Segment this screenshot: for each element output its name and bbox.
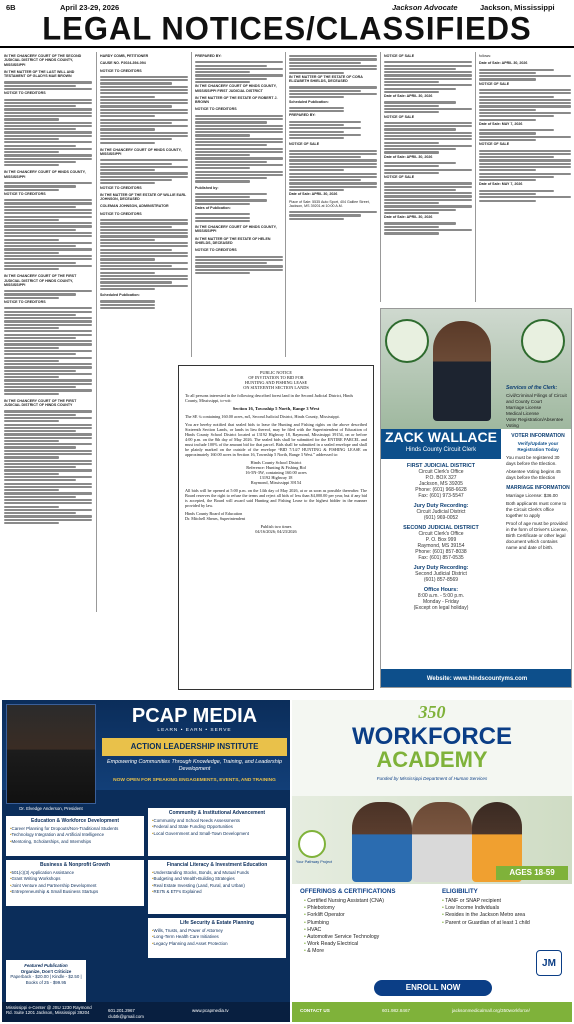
marriage-line: Proof of age must be provided in the form of Driver's License, Birth Certificate or other legal document which contains name and date of birth.: [506, 521, 568, 550]
workforce-academy-ad: [292, 700, 572, 1022]
notice-address: Raymond, Mississippi 39154: [250, 480, 302, 485]
office-fax: Fax: (601) 973-5547: [418, 493, 464, 499]
offering-item: • Plumbing: [304, 920, 384, 927]
notice-heading: IN THE CHANCERY COURT OF HINDS COUNTY, MISSISSIPPI: [100, 147, 182, 156]
eligibility-item: • Low Income Individuals: [442, 905, 530, 912]
offering-item: • Automotive Service Technology: [304, 934, 384, 941]
notice-heading: IN THE CHANCERY COURT OF THE FIRST JUDICIAL DISTRICT OF HINDS COUNTY: [4, 398, 77, 408]
office-line: Raymond, MS 39154: [417, 543, 465, 549]
notice-heading: NOTICE TO CREDITORS: [195, 107, 237, 112]
box-item: • Real Estate Investing (Land, Rural, and Urban): [152, 883, 282, 889]
box-item: • Technology Integration and Artificial Intelligence: [10, 832, 140, 838]
notice-heading: NOTICE OF SALE: [384, 114, 415, 119]
voter-line: Absentee Voting begins 45 days before the Election: [506, 469, 561, 480]
wf-photo-band: [292, 796, 572, 884]
notice-heading: NOTICE OF SALE: [384, 175, 415, 180]
service-item: Civil/Criminal Filings of Circuit and County Court: [506, 393, 567, 404]
notice-title: PUBLIC NOTICE: [259, 370, 293, 375]
office-line: P. O. Box 999: [425, 537, 457, 543]
trainee-photo: [412, 802, 472, 882]
clerk-portrait: [433, 321, 491, 421]
box-item: • Understanding Stocks, Bonds, and Mutual Funds: [152, 870, 282, 876]
box-item: • Entrepreneurship & Small Business Startups: [10, 889, 140, 895]
feat-prices: Paperback - $20.00 | Kindle - $2.50 | Books of 25 - $99.95: [10, 974, 82, 985]
wf-website[interactable]: jacksonmedicalmall.org/350workforce/: [452, 1008, 530, 1013]
clerk-website[interactable]: Website: www.hindscountyms.com: [381, 669, 572, 688]
clerk-name: ZACK WALLACE: [385, 429, 497, 445]
notice-heading: IN THE CHANCERY COURT OF THE SECOND JUDICIAL DISTRICT OF HINDS COUNTY, MISSISSIPPI: [4, 54, 82, 67]
service-item: Marriage License: [506, 405, 542, 410]
notice-body: You are hereby notified that sealed bids to lease the Hunting and Fishing rights on the above described Sixteenth Section Lands, or lands in lieu thereof, may be filed with the Superintendent of Education of Hinds County School District located at 13192 Highway 18, Raymond, Mississippi 39154, on or before 4:00 p.m. on the 8th day of May 2026. The sealed bids shall be submitted for the ENTIRE PARCEL and must include 100% of the amount bid for that parcel. Bids shall be submitted in a sealed envelope and shall be plainly marked on the outside of the envelope “BID 7/14/7 HUNTING & FISHING LEASE on approximately 160.00 acres in Section 16, Township 5 North, Range 3 West.” addressed to:: [185, 422, 367, 457]
notice-heading: IN THE CHANCERY COURT OF THE FIRST JUDICIAL DISTRICT OF HINDS COUNTY, MISSISSIPPI: [4, 274, 77, 287]
notice-heading: Dates of Publication:: [195, 205, 231, 210]
service-box: [148, 860, 286, 914]
pcap-address: Mississippi e-Center @ JSU 1230 Raymond Rd. Suite 1201 Jackson, Mississippi 39204: [6, 1005, 92, 1015]
pcap-tagline: LEARN • EARN • SERVE: [157, 728, 232, 733]
sale-date: Date of Sale: APRIL 30, 2026: [384, 154, 433, 159]
eligibility-item: • Resides in the Jackson Metro area: [442, 912, 530, 919]
sale-date: Date of Sale: APRIL 30, 2026: [479, 61, 528, 66]
offerings-list: [304, 898, 384, 956]
paper-city: Jackson, Mississippi: [480, 3, 555, 12]
notice-address: 13192 Highway 18: [259, 475, 293, 480]
box-item: • Community and School Needs Assessments: [152, 818, 282, 824]
notice-intro: To all persons interested in the following described forest land in the Second Judicial District, Hinds County, Mississippi, to-wit:: [185, 393, 354, 403]
offering-item: • Forklift Operator: [304, 912, 384, 919]
notice-parcel: The SE ¼ containing 160.00 acres, m/l, Second Judicial District, Hinds County, Mississippi.: [185, 414, 340, 419]
service-box: [148, 808, 286, 856]
wf-350: 350: [418, 702, 446, 722]
district-title: FIRST JUDICIAL DISTRICT: [406, 463, 476, 469]
offering-item: • HVAC: [304, 927, 384, 934]
notice-heading: NOTICE TO CREDITORS: [4, 91, 46, 96]
county-seal-icon: [521, 319, 565, 363]
legal-column-3: [195, 54, 283, 359]
notice-heading: NOTICE TO CREDITORS: [100, 68, 142, 73]
notice-publish-dates: 04/16/2026; 04/23/2026: [255, 529, 297, 534]
jury-phone: (601) 969-0052: [423, 515, 459, 521]
sale-date: Date of Sale: APRIL 30, 2026: [289, 192, 338, 197]
jury-phone: (601) 857-8569: [423, 577, 459, 583]
notice-address: Hinds County School District: [250, 460, 302, 465]
notice-heading: IN THE CHANCERY COURT OF HINDS COUNTY, MISSISSIPPI: [195, 225, 277, 234]
notice-heading: IN THE MATTER OF THE LAST WILL AND TESTAMENT OF GLADYS MAE BROWN: [4, 69, 75, 79]
marriage-line: Marriage License: $36.00: [506, 493, 558, 498]
office-line: Circuit Clerk's Office: [418, 531, 464, 537]
notice-heading: IN THE MATTER OF THE ESTATE OF ROBERT J. BROWN: [195, 95, 278, 105]
offering-item: • Phlebotomy: [304, 905, 384, 912]
notice-heading: NOTICE TO CREDITORS: [4, 191, 46, 196]
wf-title-academy: ACADEMY: [376, 747, 488, 772]
box-item: • REITs & ETFs Explained: [152, 889, 282, 895]
jury-line: Circuit Judicial District: [416, 509, 466, 515]
sale-date: Date of Sale: APRIL 30, 2026: [384, 215, 433, 220]
enroll-now-button[interactable]: ENROLL NOW: [374, 980, 492, 996]
sale-date: Date of Sale: APRIL 30, 2026: [384, 94, 433, 99]
wf-phone[interactable]: 601.982.8467: [382, 1008, 411, 1013]
pcap-media-ad: [2, 700, 290, 1022]
ypp-label: Your Pathway Project: [295, 860, 333, 864]
eligibility-item: • Parent or Guardian of at least 1 child: [442, 920, 530, 927]
notice-address: 16-5N-3W, containing 160.00 acres: [245, 470, 307, 475]
box-item: • Local Government and Small-Town Development: [152, 831, 282, 837]
office-phone: Phone: (601) 857-8038: [415, 549, 467, 555]
legal-column-6: [479, 54, 571, 304]
featured-publication: [6, 960, 86, 1002]
legal-column-5: [384, 54, 472, 304]
marriage-line: Both applicants must come to the Circuit Clerk's office together to apply: [506, 501, 567, 518]
jury-title: Jury Duty Recording:: [413, 565, 469, 571]
wf-banner: [292, 700, 572, 796]
offering-item: • & More: [304, 948, 384, 955]
box-item: • Legacy Planning and Asset Protection: [152, 941, 282, 947]
clerk-services: [503, 383, 572, 665]
notice-heading: NOTICE TO CREDITORS: [100, 185, 142, 190]
sale-date: Date of Sale: MAY 7, 2026: [479, 121, 523, 126]
office-fax: Fax: (601) 857-0535: [418, 555, 464, 561]
box-item: • Long-Term Health Care Initiatives: [152, 934, 282, 940]
notice-heading: IN THE MATTER OF THE ESTATE OF WILLIE EARL JOHNSON, DECEASED: [100, 192, 187, 202]
legal-column-4: [289, 54, 377, 359]
clerk-name-banner: [381, 429, 501, 459]
wf-funded-by: Funded by Mississippi Department of Human Services: [376, 776, 488, 781]
notice-heading: NOTICE OF SALE: [384, 54, 415, 58]
box-item: • Budgeting and Wealth-Building Strategies: [152, 876, 282, 882]
notice-publish: Publish two times: [260, 524, 292, 529]
clerk-role: Hinds County Circuit Clerk: [405, 447, 477, 453]
hours-line: 8:00 a.m. - 5:00 p.m.: [417, 593, 465, 599]
notice-bid-terms: All bids will be opened at 5:00 p.m. on the 14th day of May 2026, at or as soon as possible thereafter. The Board reserves the right to refuse the terms and reject all bids of less than $4,000.00 per year, but if any bid is accepted, the Board will award said Hunting and Fishing Lease to the highest bidder in the manner provided by law.: [185, 488, 367, 508]
office-line: Jackson, MS 39205: [419, 481, 463, 487]
legal-column-1: [4, 54, 92, 694]
notice-heading: NOTICE TO CREDITORS: [4, 300, 46, 304]
box-item: • Wills, Trusts, and Power of Attorney: [152, 928, 282, 934]
notice-heading: NOTICE TO CREDITORS: [195, 248, 237, 253]
services-title: Services of the Clerk:: [506, 385, 558, 391]
sale-place: Place of Sale: 5535 Auto Sport, 404 Galilee Street, Jackson, MS 39201 at 10:00 A.M.: [289, 199, 370, 208]
notice-heading: IN THE MATTER OF THE ESTATE OF CORA ELIZABETH SHIELDS, DECEASED: [289, 74, 363, 84]
notice-heading: NOTICE OF SALE: [479, 142, 510, 147]
box-item: • Mentoring, Scholarships, and Internships: [10, 839, 140, 845]
offering-item: • Work Ready Electrical: [304, 941, 384, 948]
ypp-logo-icon: [298, 830, 326, 858]
notice-heading: IN THE CHANCERY COURT OF HINDS COUNTY, MISSISSIPPI FIRST JUDICIAL DISTRICT: [195, 84, 277, 93]
hours-line: (Except on legal holiday): [413, 605, 469, 611]
box-title: Community & Institutional Advancement: [168, 810, 266, 816]
paper-name: Jackson Advocate: [392, 3, 458, 12]
hours-line: Monday - Friday: [422, 599, 460, 605]
notice-heading: COLEMAN JOHNSON, ADMINISTRATOR: [100, 204, 169, 209]
service-box: [148, 918, 286, 958]
pcap-email[interactable]: clubtk@gmail.com: [108, 1014, 144, 1019]
box-title: Financial Literacy & Investment Education: [166, 862, 268, 868]
voter-subtitle: Verify/Update your Registration Today: [517, 441, 559, 452]
notice-heading: NOTICE OF SALE: [479, 81, 510, 86]
notice-heading: Scheduled Publication:: [289, 99, 329, 104]
jm-logo-icon: JM: [536, 950, 562, 976]
pcap-title: PCAP MEDIA: [131, 705, 258, 727]
box-item: • Career Planning for Dropouts/Non-Traditional Students: [10, 826, 140, 832]
box-item: • Joint Venture and Partnership Development: [10, 883, 140, 889]
eligibility-item: • TANF or SNAP recipient: [442, 898, 530, 905]
box-item: • Grant Writing Workshops: [10, 876, 140, 882]
notice-heading: IN THE CHANCERY COURT OF HINDS COUNTY, MISSISSIPPI: [4, 170, 86, 179]
notice-heading: Scheduled Publication:: [100, 293, 140, 298]
notice-title: OF INVITATION TO BID FOR: [248, 375, 304, 380]
notice-heading: CAUSE NO. P2024-394-094: [100, 61, 146, 66]
notice-signature: Hinds County Board of Education: [185, 511, 243, 516]
service-box: [6, 860, 144, 906]
service-box: [6, 816, 144, 856]
office-line: P.O. BOX 327: [425, 475, 457, 481]
notice-section: Section 16, Township 5 North, Range 3 West: [232, 406, 320, 411]
voter-title: VOTER INFORMATION: [511, 433, 565, 439]
legal-column-2: [100, 54, 188, 359]
wf-title-workforce: WORKFORCE: [352, 723, 512, 750]
offerings-title: OFFERINGS & CERTIFICATIONS: [300, 888, 396, 895]
contact-us-label: CONTACT US: [300, 1008, 330, 1013]
portrait-caption: Dr. Elvedge Anderson, President: [19, 806, 83, 811]
notice-heading: follows:: [479, 54, 491, 58]
president-portrait: [6, 704, 96, 804]
pcap-contact-bar: [2, 1002, 290, 1022]
district-title: SECOND JUDICIAL DISTRICT: [403, 525, 479, 531]
pcap-mission: Empowering Communities Through Knowledge, Training, and Leadership Development: [107, 759, 282, 772]
notice-address: Reference: Hunting & Fishing Bid: [246, 465, 306, 470]
notice-title: ON SIXTEENTH SECTION LANDS: [243, 385, 309, 390]
voter-line: You must be registered 30 days before the Election.: [506, 455, 560, 466]
box-title: Education & Workforce Development: [31, 818, 119, 824]
feat-book: Organize, Don't Criticize: [20, 968, 72, 974]
pcap-website[interactable]: www.pcapmedia.tv: [192, 1008, 229, 1013]
pcap-phone[interactable]: 601.201.2967: [108, 1008, 135, 1013]
notice-heading: NOTICE TO CREDITORS: [100, 211, 142, 216]
trainee-photo: [352, 802, 412, 882]
masthead-title: LEGAL NOTICES/CLASSIFIEDS: [42, 10, 532, 47]
sale-date: Date of Sale: MAY 7, 2026: [479, 182, 523, 187]
jury-title: Jury Duty Recording:: [413, 503, 469, 509]
pcap-now-open: NOW OPEN FOR SPEAKING ENGAGEMENTS, EVENTS, AND TRAINING: [113, 778, 276, 783]
hunting-lease-notice: [178, 365, 374, 690]
office-phone: Phone: (601) 968-6628: [415, 487, 467, 493]
ages-badge: AGES 18-59: [496, 866, 568, 880]
notice-title: HUNTING AND FISHING LEASE: [244, 380, 308, 385]
notice-signature: Dr. Mitchell Shears, Superintendent: [185, 516, 246, 521]
county-seal-icon: [385, 319, 429, 363]
ali-banner: ACTION LEADERSHIP INSTITUTE: [102, 738, 287, 756]
page-number: 6B: [6, 3, 16, 12]
feat-title: Featured Publication: [24, 963, 68, 968]
box-title: Business & Nonprofit Growth: [40, 862, 110, 868]
notice-heading: Published by:: [195, 185, 219, 190]
notice-heading: HARDY COMB, PETITIONER: [100, 54, 149, 58]
hours-title: Office Hours:: [423, 587, 459, 593]
box-item: • Federal and State Funding Opportunities: [152, 824, 282, 830]
notice-heading: PREPARED BY:: [195, 54, 222, 58]
box-item: • 501(c)(3) Application Assistance: [10, 870, 140, 876]
notice-heading: NOTICE OF SALE: [289, 142, 320, 147]
notice-heading: PREPARED BY:: [289, 113, 316, 118]
wf-contact-bar: [292, 1002, 572, 1022]
jury-line: Second Judicial District: [415, 571, 467, 577]
page-header: [0, 0, 574, 48]
service-item: Voter Registration/Absentee Voting: [506, 417, 564, 428]
box-title: Life Security & Estate Planning: [180, 920, 254, 926]
notice-heading: IN THE MATTER OF THE ESTATE OF HELEN SHIELDS, DECEASED: [195, 236, 271, 245]
marriage-title: MARRIAGE INFORMATION: [506, 485, 570, 491]
service-item: Medical License: [506, 411, 539, 416]
office-line: Circuit Clerk's Office: [418, 469, 464, 475]
issue-date: April 23-29, 2026: [60, 3, 120, 12]
circuit-clerk-ad: [380, 308, 572, 688]
clerk-offices: [381, 459, 501, 664]
eligibility-list: [442, 898, 530, 927]
offering-item: • Certified Nursing Assistant (CNA): [304, 898, 384, 905]
eligibility-title: ELIGIBILITY: [442, 888, 478, 895]
